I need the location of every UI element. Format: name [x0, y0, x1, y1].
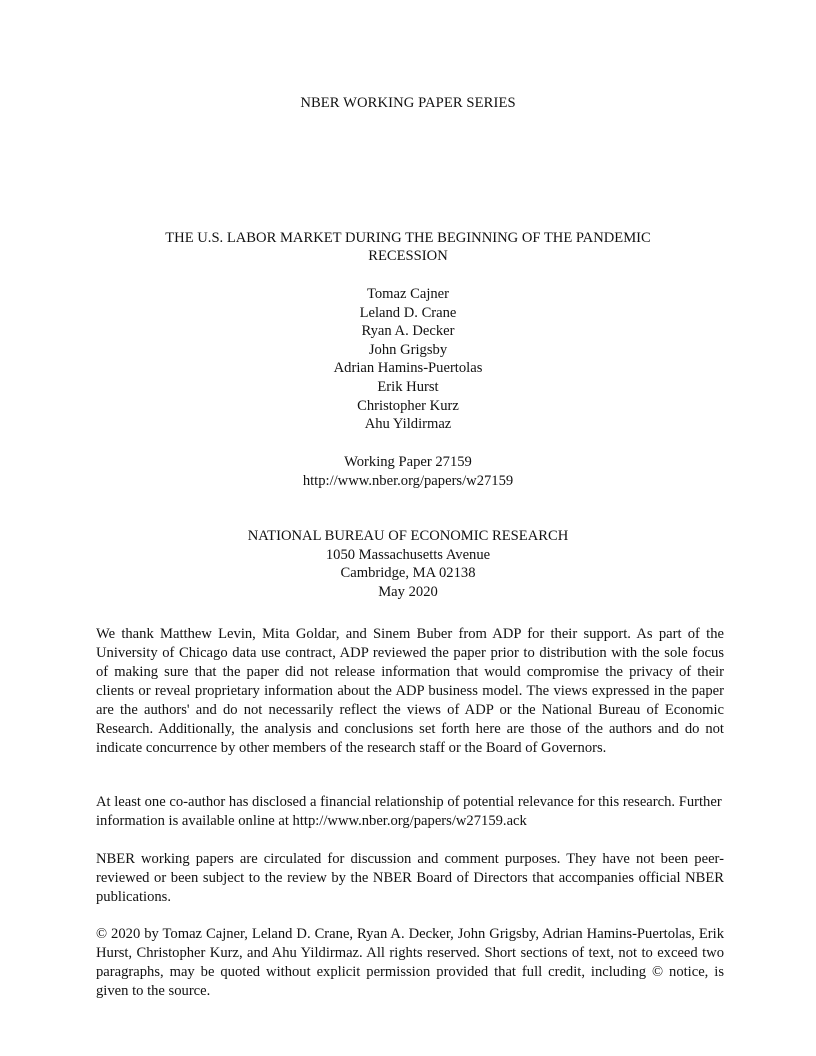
series-heading: NBER WORKING PAPER SERIES — [300, 95, 516, 111]
author-name: Leland D. Crane — [359, 304, 457, 321]
author-name: Tomaz Cajner — [366, 286, 450, 302]
institution-address: 1050 Massachusetts Avenue — [325, 546, 491, 563]
author-name: Ryan A. Decker — [361, 323, 455, 340]
institution-city: Cambridge, MA 02138 — [340, 565, 476, 582]
author-list — [0, 285, 816, 434]
author-name: Erik Hurst — [377, 378, 439, 395]
author-name: Adrian Hamins-Puertolas — [333, 360, 483, 377]
author-name: John Grigsby — [368, 341, 448, 358]
working-paper-info — [0, 453, 816, 490]
acknowledgment-paragraph: We thank Matthew Levin, Mita Goldar, and Sinem Buber from ADP for their support. As part of the University of Chicago data use contract, ADP reviewed the paper prior to distribution with the sole focus of making sure that the paper did not release information that would compromise the privacy of their clients or reveal proprietary information about the ADP business model. The views expressed in the paper are the authors' and do not necessarily reflect the views of ADP or the National Bureau of Economic Research. Additionally, the analysis and conclusions set forth here are those of the authors and do not indicate concurrence by other members of the research staff or the Board of Governors. — [96, 626, 724, 756]
paper-title-line-2: RECESSION — [368, 248, 448, 264]
institution-name: NATIONAL BUREAU OF ECONOMIC RESEARCH — [247, 528, 569, 544]
working-paper-number: Working Paper 27159 — [344, 454, 472, 470]
paper-title-line-1: THE U.S. LABOR MARKET DURING THE BEGINNING OF THE PANDEMIC — [165, 230, 651, 246]
publication-date: May 2020 — [378, 583, 438, 600]
paper-title — [120, 229, 696, 265]
author-name: Christopher Kurz — [357, 397, 459, 414]
institution-block — [0, 527, 816, 601]
paper-url[interactable]: http://www.nber.org/papers/w27159 — [302, 472, 514, 489]
circulation-paragraph: NBER working papers are circulated for discussion and comment purposes. They have not been peer-reviewed or been subject to the review by the NBER Board of Directors that accompanies official NBER publications. — [96, 851, 724, 905]
disclosure-paragraph: At least one co-author has disclosed a financial relationship of potential relevance for this research. Further information is available online at http://www.nber.org/papers/w27159.ack — [96, 794, 722, 829]
author-name: Ahu Yildirmaz — [364, 416, 452, 433]
copyright-paragraph: © 2020 by Tomaz Cajner, Leland D. Crane, Ryan A. Decker, John Grigsby, Adrian Hamins-Puertolas, Erik Hurst, Christopher Kurz, and Ahu Yildirmaz. All rights reserved. Short sections of text, not to exceed two paragraphs, may be quoted without explicit permission provided that full credit, including © notice, is given to the source. — [96, 926, 724, 999]
